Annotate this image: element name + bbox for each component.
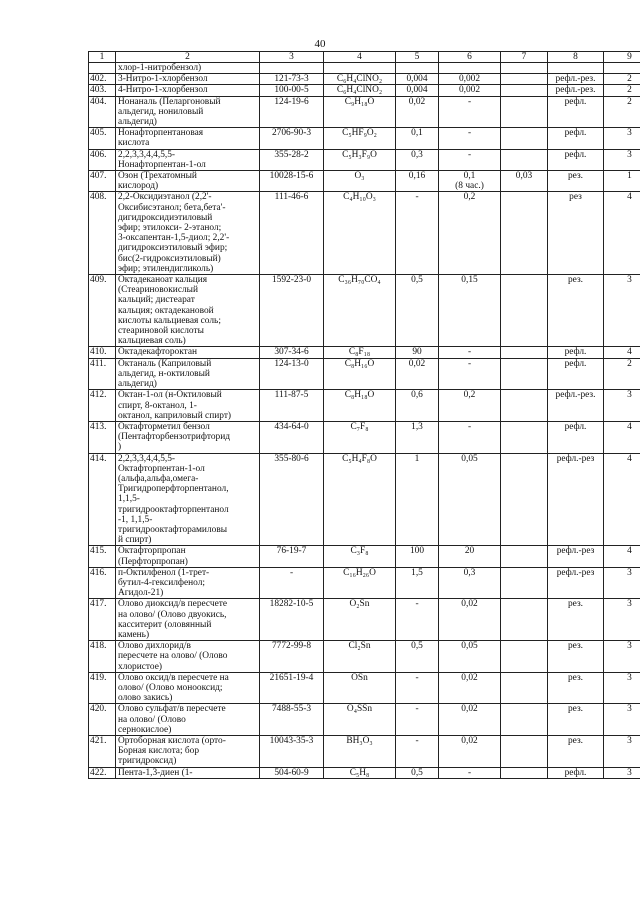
- column-8-cell: рез.: [548, 171, 604, 192]
- formula-cell: C₃₆H₇₀CO₄: [324, 275, 396, 347]
- table-row: [89, 767, 640, 778]
- cas-number-cell: 18282-10-5: [260, 599, 324, 641]
- table-row: [89, 171, 640, 192]
- column-6-cell: 0,1 (8 час.): [439, 171, 501, 192]
- row-number-cell: [89, 63, 116, 74]
- column-6-cell: -: [439, 347, 501, 358]
- row-number-cell: 405.: [89, 128, 116, 149]
- formula-cell: [324, 63, 396, 74]
- substance-name-cell: Ортоборная кислота (орто- Борная кислота; бор тригидроксид): [116, 736, 260, 768]
- table-row: [89, 704, 640, 736]
- column-6-cell: -: [439, 421, 501, 453]
- column-7-cell: [501, 128, 548, 149]
- column-5-cell: 1: [396, 453, 439, 546]
- row-number-cell: 409.: [89, 275, 116, 347]
- table-body: [89, 63, 640, 779]
- cas-number-cell: 111-46-6: [260, 192, 324, 275]
- row-number-cell: 422.: [89, 767, 116, 778]
- table-row: [89, 347, 640, 358]
- column-8-cell: рефл.-рез.: [548, 74, 604, 85]
- column-header: 1: [89, 52, 116, 63]
- formula-cell: O₄SSn: [324, 704, 396, 736]
- column-6-cell: 0,02: [439, 599, 501, 641]
- formula-cell: C₅H₈: [324, 767, 396, 778]
- column-6-cell: 0,05: [439, 453, 501, 546]
- substance-name-cell: Октафторпропан (Перфторпропан): [116, 546, 260, 567]
- column-5-cell: 0,6: [396, 390, 439, 422]
- column-5-cell: -: [396, 599, 439, 641]
- row-number-cell: 412.: [89, 390, 116, 422]
- column-header: 8: [548, 52, 604, 63]
- column-9-cell: 3: [604, 672, 640, 704]
- cas-number-cell: 100-00-5: [260, 85, 324, 96]
- column-5-cell: 1,5: [396, 567, 439, 599]
- row-number-cell: 414.: [89, 453, 116, 546]
- cas-number-cell: 10028-15-6: [260, 171, 324, 192]
- column-9-cell: 3: [604, 275, 640, 347]
- table-row: [89, 192, 640, 275]
- column-7-cell: [501, 192, 548, 275]
- cas-number-cell: 124-19-6: [260, 96, 324, 128]
- column-number-row: [89, 52, 640, 63]
- formula-cell: O₂Sn: [324, 599, 396, 641]
- column-8-cell: [548, 63, 604, 74]
- substance-name-cell: Озон (Трехатомный кислород): [116, 171, 260, 192]
- formula-cell: C₄H₁₀O₃: [324, 192, 396, 275]
- substance-name-cell: Нонафторпентановая кислота: [116, 128, 260, 149]
- column-7-cell: [501, 85, 548, 96]
- column-6-cell: -: [439, 149, 501, 170]
- column-9-cell: 3: [604, 390, 640, 422]
- formula-cell: C₆H₄ClNO₂: [324, 74, 396, 85]
- substance-name-cell: 2,2,3,3,4,4,5,5- Октафторпентан-1-ол (альфа,альфа,омега- Тригидроперфторпентанол, 1,1,5- тригидрооктафторпентанол -1, 1,1,5- тригидрооктафторамиловы й спирт): [116, 453, 260, 546]
- column-7-cell: [501, 74, 548, 85]
- column-6-cell: [439, 63, 501, 74]
- cas-number-cell: 307-34-6: [260, 347, 324, 358]
- substance-name-cell: 2,2-Оксидиэтанол (2,2'- Оксибисэтанол; бета,бета'- дигидроксидиэтиловый эфир; этилокси- 2-этанол; 3-оксапентан-1,5-диол; 2,2'- дигидроксиэтиловый эфир; бис(2-гидроксиэтиловый) эфир; этилендигликоль): [116, 192, 260, 275]
- row-number-cell: 402.: [89, 74, 116, 85]
- formula-cell: C₇F₈: [324, 421, 396, 453]
- cas-number-cell: 21651-19-4: [260, 672, 324, 704]
- column-9-cell: 2: [604, 358, 640, 390]
- column-9-cell: 4: [604, 546, 640, 567]
- column-header: 5: [396, 52, 439, 63]
- column-7-cell: [501, 358, 548, 390]
- cas-number-cell: 504-60-9: [260, 767, 324, 778]
- column-8-cell: рефл.: [548, 347, 604, 358]
- cas-number-cell: 2706-90-3: [260, 128, 324, 149]
- row-number-cell: 406.: [89, 149, 116, 170]
- row-number-cell: 415.: [89, 546, 116, 567]
- column-7-cell: [501, 672, 548, 704]
- formula-cell: C₅HF₉O₂: [324, 128, 396, 149]
- formula-cell: C₆H₄ClNO₂: [324, 85, 396, 96]
- column-6-cell: 0,2: [439, 390, 501, 422]
- substance-name-cell: Олово дихлорид/в пересчете на олово/ (Олово хлористое): [116, 641, 260, 673]
- column-8-cell: рефл.-рез.: [548, 85, 604, 96]
- formula-cell: Cl₂Sn: [324, 641, 396, 673]
- table-row: [89, 63, 640, 74]
- column-7-cell: [501, 453, 548, 546]
- column-5-cell: 0,02: [396, 358, 439, 390]
- column-header: 9: [604, 52, 640, 63]
- column-9-cell: [604, 63, 640, 74]
- column-8-cell: рефл.: [548, 767, 604, 778]
- column-8-cell: рез.: [548, 672, 604, 704]
- column-9-cell: 3: [604, 128, 640, 149]
- column-6-cell: 0,3: [439, 567, 501, 599]
- formula-cell: C₈F₁₈: [324, 347, 396, 358]
- table-row: [89, 96, 640, 128]
- column-7-cell: [501, 767, 548, 778]
- formula-cell: C₅H₄F₈O: [324, 453, 396, 546]
- cas-number-cell: 76-19-7: [260, 546, 324, 567]
- formula-cell: C₅H₃F₉O: [324, 149, 396, 170]
- column-7-cell: [501, 567, 548, 599]
- column-5-cell: 0,5: [396, 275, 439, 347]
- column-6-cell: -: [439, 767, 501, 778]
- cas-number-cell: 121-73-3: [260, 74, 324, 85]
- cas-number-cell: 7772-99-8: [260, 641, 324, 673]
- column-5-cell: 0,5: [396, 641, 439, 673]
- column-8-cell: рефл.: [548, 358, 604, 390]
- column-8-cell: рефл.: [548, 96, 604, 128]
- column-9-cell: 4: [604, 347, 640, 358]
- substance-name-cell: Октан-1-ол (н-Октиловый спирт, 8-октанол, 1- октанол, каприловый спирт): [116, 390, 260, 422]
- table-row: [89, 128, 640, 149]
- column-8-cell: рез.: [548, 641, 604, 673]
- cas-number-cell: 10043-35-3: [260, 736, 324, 768]
- row-number-cell: 416.: [89, 567, 116, 599]
- row-number-cell: 421.: [89, 736, 116, 768]
- column-9-cell: 2: [604, 85, 640, 96]
- formula-cell: O₃: [324, 171, 396, 192]
- column-6-cell: -: [439, 358, 501, 390]
- column-7-cell: [501, 149, 548, 170]
- table-row: [89, 74, 640, 85]
- column-5-cell: 0,3: [396, 149, 439, 170]
- row-number-cell: 411.: [89, 358, 116, 390]
- substance-name-cell: Октаналь (Каприловый альдегид, н-октиловый альдегид): [116, 358, 260, 390]
- column-7-cell: [501, 736, 548, 768]
- substance-name-cell: 2,2,3,3,4,4,5,5- Нонафторпентан-1-ол: [116, 149, 260, 170]
- cas-number-cell: 124-13-0: [260, 358, 324, 390]
- column-5-cell: 0,5: [396, 767, 439, 778]
- column-8-cell: рефл.-рез: [548, 567, 604, 599]
- cas-number-cell: 355-28-2: [260, 149, 324, 170]
- column-9-cell: 3: [604, 736, 640, 768]
- column-5-cell: 0,004: [396, 85, 439, 96]
- column-6-cell: 0,02: [439, 736, 501, 768]
- table-row: [89, 453, 640, 546]
- column-8-cell: рефл.: [548, 149, 604, 170]
- column-8-cell: рез: [548, 192, 604, 275]
- row-number-cell: 419.: [89, 672, 116, 704]
- formula-cell: C₃F₈: [324, 546, 396, 567]
- column-9-cell: 3: [604, 641, 640, 673]
- column-8-cell: рефл.-рез: [548, 453, 604, 546]
- column-6-cell: 0,02: [439, 672, 501, 704]
- column-9-cell: 3: [604, 599, 640, 641]
- row-number-cell: 410.: [89, 347, 116, 358]
- column-8-cell: рефл.: [548, 128, 604, 149]
- substance-name-cell: Октадеканоат кальция (Стеариновокислый кальций; дистеарат кальция; октадекановой кислоты кальциевая соль; стеариновой кислоты кальциевая соль): [116, 275, 260, 347]
- column-9-cell: 3: [604, 149, 640, 170]
- table-row: [89, 546, 640, 567]
- column-6-cell: 20: [439, 546, 501, 567]
- column-6-cell: 0,2: [439, 192, 501, 275]
- row-number-cell: 417.: [89, 599, 116, 641]
- column-8-cell: рез.: [548, 704, 604, 736]
- column-7-cell: [501, 421, 548, 453]
- column-5-cell: 90: [396, 347, 439, 358]
- column-7-cell: [501, 347, 548, 358]
- table-row: [89, 599, 640, 641]
- column-7-cell: [501, 704, 548, 736]
- column-7-cell: 0,03: [501, 171, 548, 192]
- column-5-cell: -: [396, 192, 439, 275]
- column-5-cell: -: [396, 736, 439, 768]
- column-6-cell: 0,15: [439, 275, 501, 347]
- column-9-cell: 2: [604, 96, 640, 128]
- column-header: 3: [260, 52, 324, 63]
- column-8-cell: рефл.-рез: [548, 546, 604, 567]
- row-number-cell: 420.: [89, 704, 116, 736]
- column-8-cell: рез.: [548, 275, 604, 347]
- column-8-cell: рез.: [548, 736, 604, 768]
- substance-name-cell: 4-Нитро-1-хлорбензол: [116, 85, 260, 96]
- table-row: [89, 390, 640, 422]
- column-7-cell: [501, 641, 548, 673]
- page-number: 40: [314, 38, 326, 50]
- column-header: 7: [501, 52, 548, 63]
- column-9-cell: 4: [604, 453, 640, 546]
- cas-number-cell: -: [260, 567, 324, 599]
- column-header: 6: [439, 52, 501, 63]
- substance-name-cell: Пента-1,3-диен (1-: [116, 767, 260, 778]
- substance-name-cell: хлор-1-нитробензол): [116, 63, 260, 74]
- cas-number-cell: 434-64-0: [260, 421, 324, 453]
- column-9-cell: 4: [604, 192, 640, 275]
- formula-cell: C₉H₁₈O: [324, 96, 396, 128]
- row-number-cell: 403.: [89, 85, 116, 96]
- column-9-cell: 1: [604, 171, 640, 192]
- cas-number-cell: 355-80-6: [260, 453, 324, 546]
- substance-name-cell: п-Октилфенол (1-трет- бутил-4-гексилфенол; Агидол-21): [116, 567, 260, 599]
- table-row: [89, 672, 640, 704]
- substance-name-cell: 3-Нитро-1-хлорбензол: [116, 74, 260, 85]
- column-9-cell: 2: [604, 74, 640, 85]
- substance-name-cell: Октадекафтороктан: [116, 347, 260, 358]
- substance-name-cell: Нонаналь (Пеларгоновый альдегид, нониловый альдегид): [116, 96, 260, 128]
- table-row: [89, 641, 640, 673]
- row-number-cell: 413.: [89, 421, 116, 453]
- table-row: [89, 421, 640, 453]
- substances-table: [88, 51, 640, 779]
- formula-cell: OSn: [324, 672, 396, 704]
- cas-number-cell: 7488-55-3: [260, 704, 324, 736]
- formula-cell: C₁₆H₂₆O: [324, 567, 396, 599]
- column-9-cell: 4: [604, 421, 640, 453]
- column-9-cell: 3: [604, 567, 640, 599]
- column-6-cell: 0,002: [439, 74, 501, 85]
- column-6-cell: -: [439, 128, 501, 149]
- substance-name-cell: Олово сульфат/в пересчете на олово/ (Олово сернокислое): [116, 704, 260, 736]
- substance-name-cell: Олово оксид/в пересчете на олово/ (Олово монооксид; олово закись): [116, 672, 260, 704]
- column-9-cell: 3: [604, 704, 640, 736]
- row-number-cell: 404.: [89, 96, 116, 128]
- table-row: [89, 275, 640, 347]
- row-number-cell: 407.: [89, 171, 116, 192]
- table-row: [89, 736, 640, 768]
- column-5-cell: [396, 63, 439, 74]
- cas-number-cell: [260, 63, 324, 74]
- column-header: 4: [324, 52, 396, 63]
- formula-cell: BH₃O₃: [324, 736, 396, 768]
- column-7-cell: [501, 390, 548, 422]
- formula-cell: C₈H₁₆O: [324, 358, 396, 390]
- column-5-cell: 0,004: [396, 74, 439, 85]
- column-7-cell: [501, 546, 548, 567]
- table-row: [89, 85, 640, 96]
- column-5-cell: 0,16: [396, 171, 439, 192]
- column-6-cell: 0,02: [439, 704, 501, 736]
- column-5-cell: -: [396, 672, 439, 704]
- column-6-cell: 0,002: [439, 85, 501, 96]
- substance-name-cell: Олово диоксид/в пересчете на олово/ (Олово двуокись, касситерит (оловянный камень): [116, 599, 260, 641]
- column-9-cell: 3: [604, 767, 640, 778]
- column-8-cell: рефл.: [548, 421, 604, 453]
- column-8-cell: рез.: [548, 599, 604, 641]
- column-7-cell: [501, 275, 548, 347]
- column-7-cell: [501, 599, 548, 641]
- column-6-cell: 0,05: [439, 641, 501, 673]
- row-number-cell: 408.: [89, 192, 116, 275]
- column-7-cell: [501, 63, 548, 74]
- column-5-cell: 0,1: [396, 128, 439, 149]
- table-row: [89, 149, 640, 170]
- table-row: [89, 358, 640, 390]
- cas-number-cell: 1592-23-0: [260, 275, 324, 347]
- column-header: 2: [116, 52, 260, 63]
- table-row: [89, 567, 640, 599]
- column-5-cell: 0,02: [396, 96, 439, 128]
- formula-cell: C₈H₁₈O: [324, 390, 396, 422]
- column-5-cell: 100: [396, 546, 439, 567]
- cas-number-cell: 111-87-5: [260, 390, 324, 422]
- substance-name-cell: Октафторметил бензол (Пентафторбензотрифторид ): [116, 421, 260, 453]
- column-5-cell: 1,3: [396, 421, 439, 453]
- column-5-cell: -: [396, 704, 439, 736]
- column-7-cell: [501, 96, 548, 128]
- column-8-cell: рефл.-рез.: [548, 390, 604, 422]
- column-6-cell: -: [439, 96, 501, 128]
- row-number-cell: 418.: [89, 641, 116, 673]
